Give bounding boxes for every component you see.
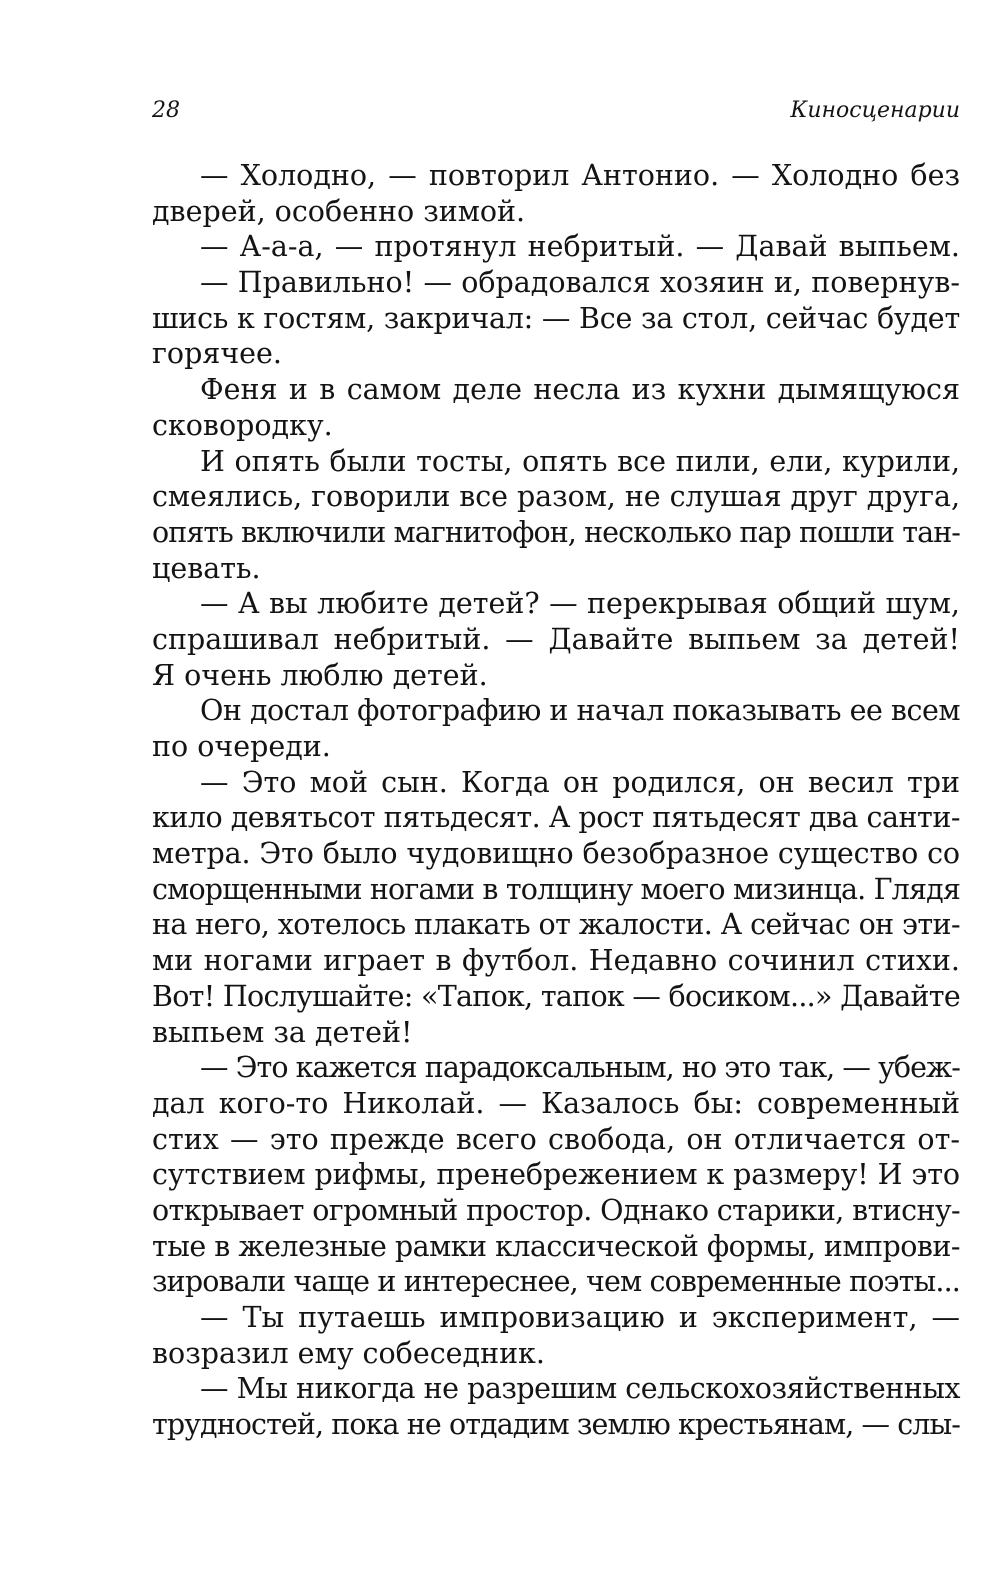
text-line: зировали чаще и интереснее, чем современные поэты... [152, 1265, 960, 1299]
text-line: дверей, особенно зимой. [152, 194, 526, 228]
text-line: — Холодно, — повторил Антонио. — Холодно без [200, 159, 960, 192]
running-title: Киносценарии [790, 98, 960, 123]
text-line: смеялись, говорили все разом, не слушая друг друга, [152, 480, 960, 514]
text-line: Вот! Послушайте: «Тапок, тапок — босиком...» Давайте [152, 979, 960, 1013]
text-line: тые в железные рамки классической формы, импрови- [152, 1229, 960, 1263]
text-line: на него, хотелось плакать от жалости. А сейчас он эти- [152, 908, 960, 942]
text-line: — А-а-а, — протянул небритый. — Давай выпьем. [200, 230, 960, 264]
text-line: И опять были тосты, опять все пили, ели, курили, [200, 444, 960, 478]
text-line: открывает огромный простор. Однако старики, втисну- [152, 1193, 960, 1227]
text-line: кило девятьсот пятьдесят. А рост пятьдесят два санти- [152, 801, 960, 835]
text-line: Феня и в самом деле несла из кухни дымящуюся [200, 373, 960, 407]
text-line: трудностей, пока не отдадим землю крестьянам, — слы- [152, 1408, 960, 1442]
text-line: — Правильно! — обрадовался хозяин и, повернув- [200, 266, 960, 300]
text-line: сутствием рифмы, пренебрежением к размеру! И это [152, 1158, 960, 1192]
body-text [152, 158, 960, 1443]
text-line: шись к гостям, закричал: — Все за стол, сейчас будет [152, 301, 960, 335]
text-line: метра. Это было чудовищно безобразное существо со [152, 837, 960, 871]
text-line: Он достал фотографию и начал показывать ее всем [200, 694, 960, 728]
text-line: — Мы никогда не разрешим сельскохозяйственных [200, 1372, 960, 1406]
text-line: по очереди. [152, 730, 331, 763]
text-line: — А вы любите детей? — перекрывая общий шум, [200, 587, 960, 621]
text-line: стих — это прежде всего свобода, он отличается от- [152, 1122, 960, 1156]
text-line: спрашивал небритый. — Давайте выпьем за детей! [152, 622, 960, 656]
text-line: — Это мой сын. Когда он родился, он весил три [200, 765, 960, 799]
text-line: ми ногами играет в футбол. Недавно сочинил стихи. [152, 944, 960, 978]
text-line: сморщенными ногами в толщину моего мизинца. Глядя [152, 872, 960, 906]
text-line: — Ты путаешь импровизацию и эксперимент, — [200, 1301, 960, 1334]
page-number: 28 [152, 98, 180, 123]
text-line: опять включили магнитофон, несколько пар пошли тан- [152, 515, 960, 549]
text-line: сковородку. [152, 408, 333, 442]
text-line: горячее. [152, 337, 282, 371]
text-line: выпьем за детей! [152, 1015, 413, 1049]
text-line: — Это кажется парадоксальным, но это так, — убеж- [200, 1051, 960, 1085]
text-line: возразил ему собеседник. [152, 1336, 545, 1370]
text-line: дал кого-то Николай. — Казалось бы: современный [152, 1086, 960, 1120]
text-line: Я очень люблю детей. [152, 658, 488, 692]
text-line: цевать. [152, 551, 261, 585]
running-header [152, 98, 960, 134]
